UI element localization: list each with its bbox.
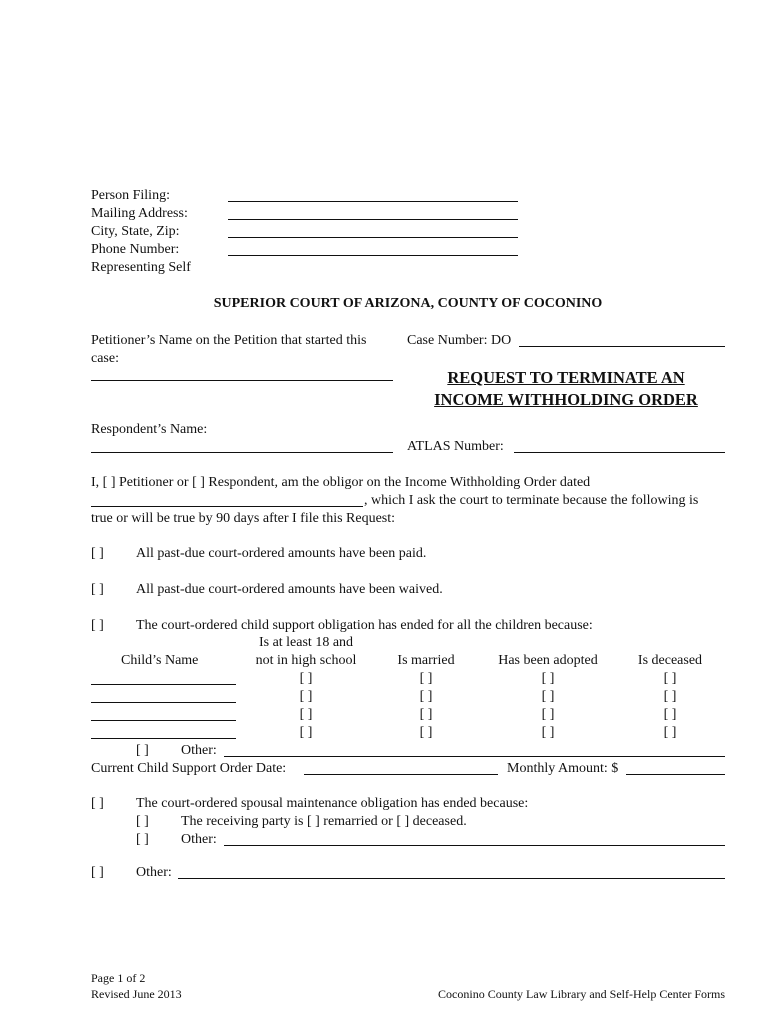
monthly-amount-label: Monthly Amount: $: [507, 761, 619, 776]
adopted-checkbox[interactable]: [ ]: [541, 707, 555, 722]
revised-date: Revised June 2013: [91, 987, 182, 1001]
intro-line2: , which I ask the court to terminate because the following is: [364, 493, 699, 508]
paid-checkbox[interactable]: [ ]: [91, 546, 104, 561]
child-other-field[interactable]: [224, 756, 725, 757]
city-state-zip-label: City, State, Zip:: [91, 224, 180, 239]
child-other-label: Other:: [181, 743, 217, 758]
other-label: Other:: [136, 865, 172, 880]
form-title-line1: REQUEST TO TERMINATE AN: [447, 368, 685, 387]
col-header-age-line2: not in high school: [255, 653, 357, 668]
petitioner-label-line2: case:: [91, 351, 119, 366]
order-date-field[interactable]: [91, 506, 363, 507]
deceased-checkbox[interactable]: [ ]: [663, 707, 677, 722]
respondent-name-field[interactable]: [91, 452, 393, 453]
col-header-deceased: Is deceased: [637, 653, 703, 668]
atlas-number-field[interactable]: [514, 452, 725, 453]
child-support-option-label: The court-ordered child support obligation has ended for all the children because:: [136, 618, 593, 633]
mailing-address-field[interactable]: [228, 219, 518, 220]
petitioner-label-line1: Petitioner’s Name on the Petition that started this: [91, 333, 367, 348]
married-checkbox[interactable]: [ ]: [419, 707, 433, 722]
page-number: Page 1 of 2: [91, 971, 146, 985]
married-checkbox[interactable]: [ ]: [419, 671, 433, 686]
city-state-zip-field[interactable]: [228, 237, 518, 238]
child-name-field[interactable]: [91, 720, 236, 721]
phone-number-field[interactable]: [228, 255, 518, 256]
adopted-checkbox[interactable]: [ ]: [541, 725, 555, 740]
spousal-other-label: Other:: [181, 832, 217, 847]
mailing-address-label: Mailing Address:: [91, 206, 188, 221]
deceased-checkbox[interactable]: [ ]: [663, 671, 677, 686]
married-checkbox[interactable]: [ ]: [419, 725, 433, 740]
waived-checkbox[interactable]: [ ]: [91, 582, 104, 597]
age-checkbox[interactable]: [ ]: [299, 689, 313, 704]
remarried-checkbox[interactable]: [ ]: [136, 814, 149, 829]
deceased-checkbox[interactable]: [ ]: [663, 725, 677, 740]
waived-option-label: All past-due court-ordered amounts have been waived.: [136, 582, 443, 597]
child-name-field[interactable]: [91, 684, 236, 685]
col-header-adopted: Has been adopted: [498, 653, 598, 668]
person-filing-field[interactable]: [228, 201, 518, 202]
col-header-married: Is married: [397, 653, 455, 668]
adopted-checkbox[interactable]: [ ]: [541, 689, 555, 704]
case-number-label: Case Number: DO: [407, 333, 512, 348]
paid-option-label: All past-due court-ordered amounts have been paid.: [136, 546, 427, 561]
age-checkbox[interactable]: [ ]: [299, 707, 313, 722]
case-number-field[interactable]: [519, 346, 725, 347]
col-header-child-name: Child’s Name: [121, 653, 199, 668]
person-filing-label: Person Filing:: [91, 188, 170, 203]
remarried-label: The receiving party is [ ] remarried or [ ] deceased.: [181, 814, 467, 829]
current-order-date-label: Current Child Support Order Date:: [91, 761, 287, 776]
form-title-line2: INCOME WITHHOLDING ORDER: [434, 390, 698, 409]
child-support-checkbox[interactable]: [ ]: [91, 618, 104, 633]
deceased-checkbox[interactable]: [ ]: [663, 689, 677, 704]
col-header-age-line1: Is at least 18 and: [258, 635, 354, 650]
phone-number-label: Phone Number:: [91, 242, 180, 257]
spousal-other-field[interactable]: [224, 845, 725, 846]
married-checkbox[interactable]: [ ]: [419, 689, 433, 704]
age-checkbox[interactable]: [ ]: [299, 725, 313, 740]
spousal-checkbox[interactable]: [ ]: [91, 796, 104, 811]
petitioner-name-field[interactable]: [91, 380, 393, 381]
footer-source: Coconino County Law Library and Self-Help Center Forms: [438, 987, 725, 1001]
age-checkbox[interactable]: [ ]: [299, 671, 313, 686]
child-name-field[interactable]: [91, 738, 236, 739]
child-other-checkbox[interactable]: [ ]: [136, 743, 149, 758]
intro-line1: I, [ ] Petitioner or [ ] Respondent, am the obligor on the Income Withholding Order dated: [91, 475, 591, 490]
monthly-amount-field[interactable]: [626, 774, 725, 775]
child-name-field[interactable]: [91, 702, 236, 703]
adopted-checkbox[interactable]: [ ]: [541, 671, 555, 686]
atlas-number-label: ATLAS Number:: [407, 439, 504, 454]
intro-line3: true or will be true by 90 days after I file this Request:: [91, 511, 396, 526]
current-order-date-field[interactable]: [304, 774, 498, 775]
spousal-option-label: The court-ordered spousal maintenance obligation has ended because:: [136, 796, 529, 811]
other-checkbox[interactable]: [ ]: [91, 865, 104, 880]
court-heading: SUPERIOR COURT OF ARIZONA, COUNTY OF COCONINO: [213, 296, 603, 311]
spousal-other-checkbox[interactable]: [ ]: [136, 832, 149, 847]
other-field[interactable]: [178, 878, 725, 879]
respondent-label: Respondent’s Name:: [91, 422, 208, 437]
representing-self-label: Representing Self: [91, 260, 191, 275]
